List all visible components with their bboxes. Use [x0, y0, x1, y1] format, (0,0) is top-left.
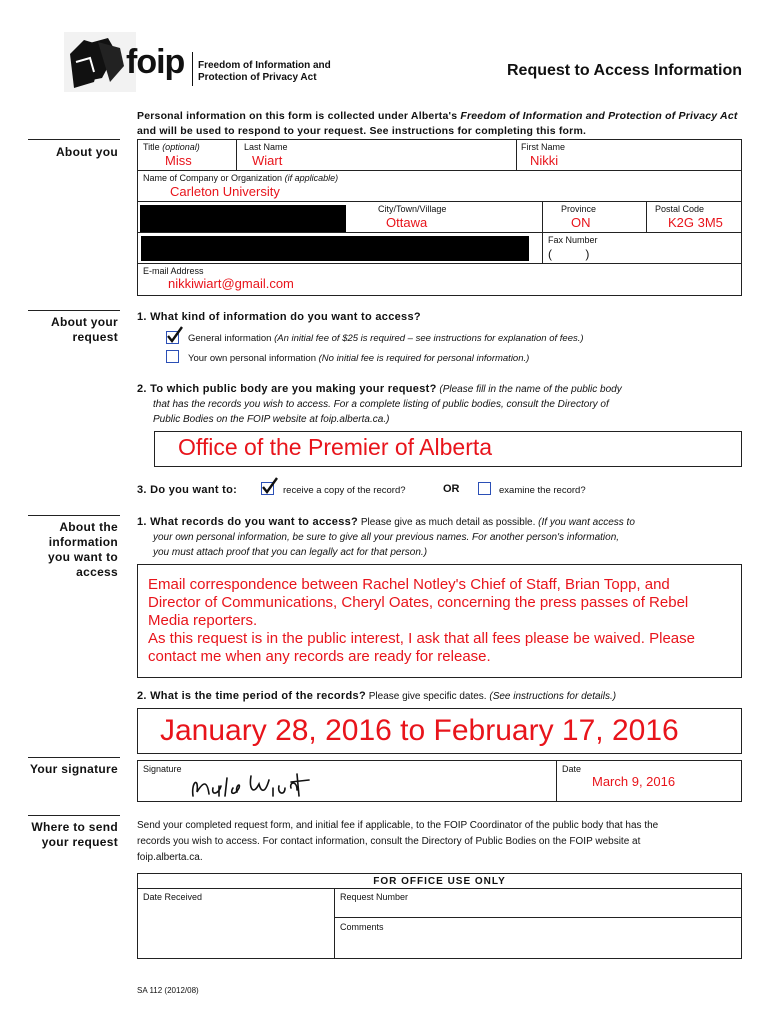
signature-date-value[interactable]: March 9, 2016	[592, 774, 676, 789]
about-request-heading-line1: About your	[51, 315, 118, 329]
info-q1-hint-a: Please give as much detail as possible.	[358, 517, 539, 528]
about-you-row-line-2	[137, 201, 742, 202]
info-q1-hint-b: (If you want access to	[538, 517, 635, 528]
q2-hint-1: (Please fill in the name of the public body	[436, 384, 622, 395]
province-value[interactable]: ON	[571, 215, 591, 230]
q3-examine-label: examine the record?	[499, 485, 586, 496]
send-line3: foip.alberta.ca.	[137, 852, 203, 863]
q2-heading-text: 2. To which public body are you making your request?	[137, 383, 437, 395]
redacted-phone	[141, 236, 529, 261]
send-heading	[28, 820, 118, 850]
title-label	[143, 142, 200, 152]
time-period-value: January 28, 2016 to February 17, 2016	[160, 714, 679, 747]
city-value[interactable]: Ottawa	[386, 215, 428, 230]
about-info-heading-line4: access	[76, 565, 118, 579]
records-value-line5: contact me when any records are ready for release.	[148, 648, 491, 665]
q2-hint-2: that has the records you wish to access. For a complete listing of public bodies, consult the Directory of	[153, 399, 609, 410]
send-line2: records you wish to access. For contact information, consult the Directory of Public Bodies on the FOIP website at	[137, 836, 641, 847]
email-value[interactable]: nikkiwiart@gmail.com	[168, 276, 294, 291]
logo-line2: Protection of Privacy Act	[198, 72, 317, 83]
foip-logo	[64, 30, 336, 94]
send-rule	[28, 815, 120, 816]
about-you-col-line-1	[236, 139, 237, 170]
q1-general-label	[188, 333, 584, 344]
info-q2-hint-a: Please give specific dates.	[365, 691, 490, 702]
intro-text	[137, 109, 747, 139]
about-info-heading-line1: About the	[59, 520, 118, 534]
title-value[interactable]: Miss	[165, 153, 192, 168]
info-q1-hint-2: your own personal information, be sure to give all your previous names. For another person's information,	[153, 532, 620, 543]
office-col-line	[334, 888, 335, 959]
about-info-heading-line2: information	[48, 535, 118, 549]
postal-value[interactable]: K2G 3M5	[668, 215, 723, 230]
about-info-rule	[28, 515, 120, 516]
signature-heading: Your signature	[30, 762, 118, 776]
city-label: City/Town/Village	[378, 204, 447, 214]
office-header-line	[137, 888, 742, 889]
about-you-col-line-2	[516, 139, 517, 170]
q1-general-note: (An initial fee of $25 is required – see instructions for explanation of fees.)	[274, 333, 584, 344]
q2-hint-3: Public Bodies on the FOIP website at foip.alberta.ca.)	[153, 414, 390, 425]
province-label: Province	[561, 204, 597, 214]
q1-heading: 1. What kind of information do you want to access?	[137, 311, 421, 323]
q1-personal-label	[188, 353, 529, 364]
email-label: E-mail Address	[143, 266, 204, 276]
about-request-heading	[28, 315, 118, 345]
signature-date-label: Date	[562, 764, 582, 774]
q3-examine-checkbox[interactable]	[478, 482, 491, 495]
checkmark-icon	[166, 326, 184, 344]
signature-label: Signature	[143, 764, 182, 774]
office-row-line	[334, 917, 742, 918]
company-value[interactable]: Carleton University	[170, 184, 280, 199]
about-you-rule	[28, 139, 120, 140]
public-body-value: Office of the Premier of Alberta	[178, 434, 493, 460]
send-instructions	[137, 818, 747, 866]
title-label-text: Title	[143, 142, 160, 152]
fax-value[interactable]: ( )	[548, 247, 590, 261]
about-you-row-line-1	[137, 170, 742, 171]
about-request-heading-line2: request	[72, 330, 118, 344]
send-heading-line1: Where to send	[31, 820, 118, 834]
about-request-rule	[28, 310, 120, 311]
about-you-row-line-4	[137, 263, 742, 264]
info-q1-heading-text: 1. What records do you want to access?	[137, 516, 359, 528]
first-name-label: First Name	[521, 142, 566, 152]
q2-heading	[137, 383, 622, 395]
q3-heading: 3. Do you want to:	[137, 484, 238, 496]
info-q2-hint-b: (See instructions for details.)	[489, 691, 617, 702]
logo-word: foip	[126, 43, 185, 81]
company-label	[143, 173, 338, 183]
records-value-line2: Director of Communications, Cheryl Oates, concerning the press passes of Rebel	[148, 594, 689, 611]
about-info-heading	[28, 520, 118, 580]
company-label-optional: (if applicable)	[284, 173, 339, 183]
info-q1-heading	[137, 516, 635, 528]
info-q1-hint-3: you must attach proof that you can legally act for that person.)	[153, 547, 428, 558]
about-you-row-line-3	[137, 232, 742, 233]
send-heading-line2: your request	[41, 835, 118, 849]
about-you-col-line-4	[646, 201, 647, 232]
info-q2-heading-text: 2. What is the time period of the records?	[137, 690, 366, 702]
q1-personal-checkbox[interactable]	[166, 350, 179, 363]
about-you-heading: About you	[55, 145, 118, 159]
q1-personal-text: Your own personal information	[188, 353, 319, 364]
comments-label: Comments	[340, 922, 384, 932]
intro-act-name: Freedom of Information and Protection of Privacy Act	[460, 110, 738, 122]
handwritten-signature[interactable]	[185, 768, 315, 802]
signature-divider	[556, 760, 557, 802]
postal-label: Postal Code	[655, 204, 705, 214]
about-info-heading-line3: you want to	[48, 550, 118, 564]
title-label-optional: (optional)	[162, 142, 200, 152]
records-value-line4: As this request is in the public interest, I ask that all fees please be waived. Please	[148, 630, 695, 647]
redacted-address	[140, 205, 346, 232]
q3-or: OR	[443, 483, 460, 495]
q1-general-text: General information	[188, 333, 275, 344]
records-value-line1: Email correspondence between Rachel Notley's Chief of Staff, Brian Topp, and	[148, 576, 670, 593]
request-number-label: Request Number	[340, 892, 409, 902]
last-name-value[interactable]: Wiart	[252, 153, 283, 168]
logo-divider	[192, 52, 193, 86]
about-you-col-line-3	[542, 201, 543, 263]
company-label-text: Name of Company or Organization	[143, 173, 283, 183]
info-q2-heading	[137, 690, 616, 702]
signature-rule	[28, 757, 120, 758]
office-use-header: FOR OFFICE USE ONLY	[373, 876, 506, 887]
first-name-value[interactable]: Nikki	[530, 153, 559, 168]
send-line1: Send your completed request form, and initial fee if applicable, to the FOIP Coordinator of the public body that has the	[137, 820, 659, 831]
form-code: SA 112 (2012/08)	[137, 986, 199, 995]
fax-label: Fax Number	[548, 235, 598, 245]
intro-part3: and will be used to respond to your request. See instructions for completing this form.	[137, 125, 587, 137]
q3-copy-label: receive a copy of the record?	[283, 485, 406, 496]
date-received-label: Date Received	[143, 892, 203, 902]
q1-personal-note: (No initial fee is required for personal information.)	[318, 353, 530, 364]
checkmark-icon	[261, 477, 279, 495]
records-value	[148, 576, 738, 666]
records-value-line3: Media reporters.	[148, 612, 258, 629]
last-name-label: Last Name	[244, 142, 288, 152]
logo-line1: Freedom of Information and	[198, 60, 331, 71]
page-title: Request to Access Information	[506, 62, 742, 79]
intro-part1: Personal information on this form is collected under Alberta's	[137, 110, 461, 122]
